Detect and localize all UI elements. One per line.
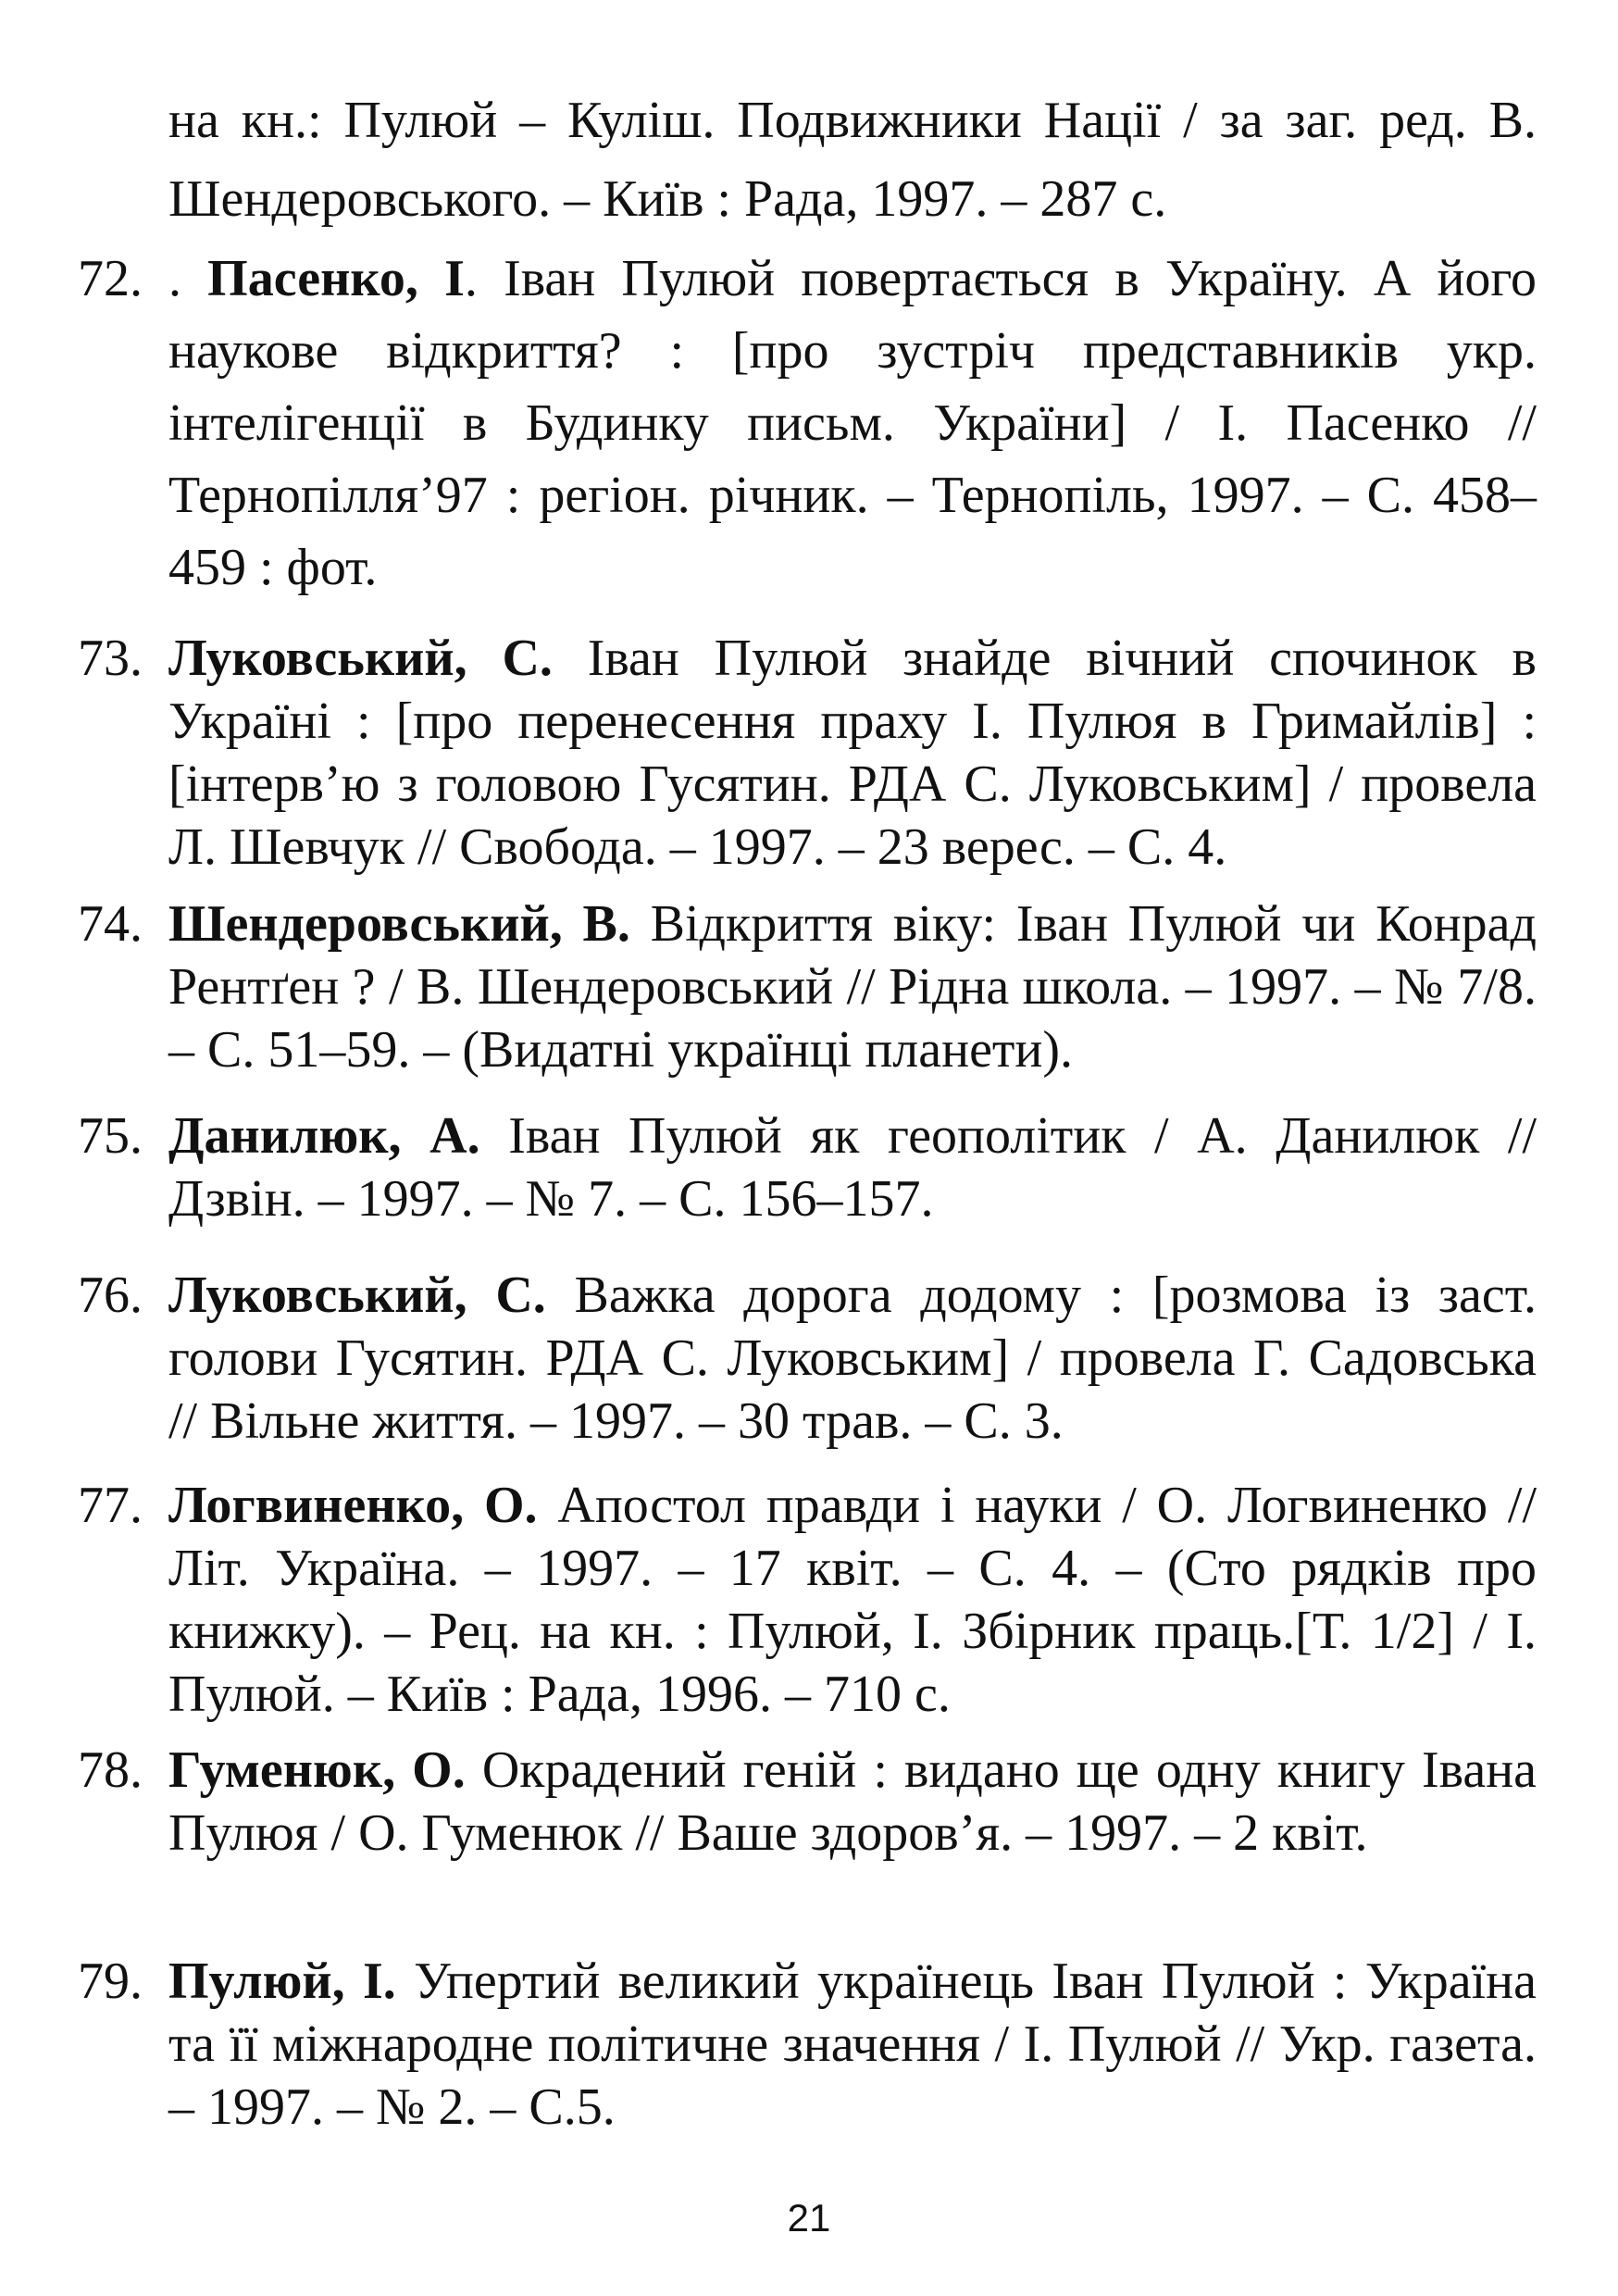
entry-text: Відкриття віку: Іван Пулюй чи Конрад Рентґен ? / В. Шендеровський // Рідна школа. – 1997. – № 7/8. – С. 51–59. – (Видатні українці планети). bbox=[168, 895, 1537, 1079]
entry-number: 77. bbox=[78, 1477, 143, 1534]
entry-text: Іван Пулюй знайде вічний спочинок в Україні : [про перенесення праху І. Пулюя в Гримайлів] : [інтерв’ю з головою Гусятин. РДА С. Луковським] / провела Л. Шевчук // Свобода. – 1997. – 23 верес. – С. 4. bbox=[168, 630, 1537, 876]
entry-author: Гуменюк, О. bbox=[168, 1741, 466, 1799]
entry-author: Данилюк, А. bbox=[168, 1107, 480, 1165]
entry-body bbox=[168, 1739, 1537, 1865]
entry-number: 75. bbox=[78, 1107, 143, 1165]
entry-author: Пулюй, І. bbox=[168, 1953, 396, 2010]
bibliography-entry-76 bbox=[78, 1264, 1537, 1453]
continued-entry-text: на кн.: Пулюй – Куліш. Подвижники Нації / за заг. ред. В. Шендеровського. – Київ : Рада, 1997. – 287 с. bbox=[168, 92, 1537, 228]
entry-number: 76. bbox=[78, 1267, 143, 1324]
bibliography-entry-72 bbox=[78, 243, 1537, 604]
entry-body bbox=[168, 627, 1537, 879]
entry-body: . Пасенко, І. Іван Пулюй повертається в Україну. А його наукове відкриття? : [про зустріч представників укр. інтелігенції в Будинку письм. України] / І. Пасенко // Тернопілля’97 : регіон. річник. – Тернопіль, 1997. – С. 458–459 : фот. bbox=[168, 250, 1537, 596]
entry-text: Упертий великий українець Іван Пулюй : Україна та її міжнародне політичне значення / І. Пулюй // Укр. газета. – 1997. – № 2. – С.5. bbox=[168, 1953, 1537, 2136]
entry-body bbox=[168, 1474, 1537, 1726]
entry-number: 72. bbox=[78, 250, 143, 307]
entry-author: Шендеровський, В. bbox=[168, 895, 630, 953]
page-number: 21 bbox=[787, 2196, 831, 2240]
entry-author: Логвиненко, О. bbox=[168, 1477, 538, 1534]
bibliography-entry-73 bbox=[78, 627, 1537, 879]
bibliography-entry-79 bbox=[78, 1950, 1537, 2139]
bibliography-entry-75 bbox=[78, 1104, 1537, 1230]
entry-number: 73. bbox=[78, 630, 143, 687]
entry-number: 78. bbox=[78, 1741, 143, 1799]
entry-body bbox=[168, 892, 1537, 1081]
entry-author: Луковський, С. bbox=[168, 1267, 546, 1324]
bibliography-entry-77 bbox=[78, 1474, 1537, 1726]
entry-text: Іван Пулюй повертається в Україну. А його наукове відкриття? : [про зустріч представників укр. інтелігенції в Будинку письм. України] / І. Пасенко // Тернопілля’97 : регіон. річник. – Тернопіль, 1997. – С. 458–459 : фот. bbox=[168, 250, 1537, 596]
entry-author: Пасенко, І bbox=[207, 250, 465, 307]
entry-text: Важка дорога додому : [розмова із заст. голови Гусятин. РДА С. Луковським] / провела Г. Садовська // Вільне життя. – 1997. – 30 трав. – С. 3. bbox=[168, 1267, 1537, 1450]
entry-text: Іван Пулюй як геополітик / А. Данилюк // Дзвін. – 1997. – № 7. – С. 156–157. bbox=[168, 1107, 1537, 1228]
bibliography-entry-74 bbox=[78, 892, 1537, 1081]
entry-body bbox=[168, 1104, 1537, 1230]
entry-number: 79. bbox=[78, 1953, 143, 2010]
entry-body bbox=[168, 1950, 1537, 2139]
entry-text: Апостол правди і науки / О. Логвиненко // Літ. Україна. – 1997. – 17 квіт. – С. 4. – (Сто рядків про книжку). – Рец. на кн. : Пулюй, І. Збірник праць.[Т. 1/2] / І. Пулюй. – Київ : Рада, 1996. – 710 с. bbox=[168, 1477, 1537, 1723]
bibliography-entry-78 bbox=[78, 1739, 1537, 1865]
entry-text: Окрадений геній : видано ще одну книгу Івана Пулюя / О. Гуменюк // Ваше здоров’я. – 1997. – 2 квіт. bbox=[168, 1741, 1537, 1862]
entry-body bbox=[168, 1264, 1537, 1453]
entry-number: 74. bbox=[78, 895, 143, 953]
entry-author: Луковський, С. bbox=[168, 630, 553, 687]
